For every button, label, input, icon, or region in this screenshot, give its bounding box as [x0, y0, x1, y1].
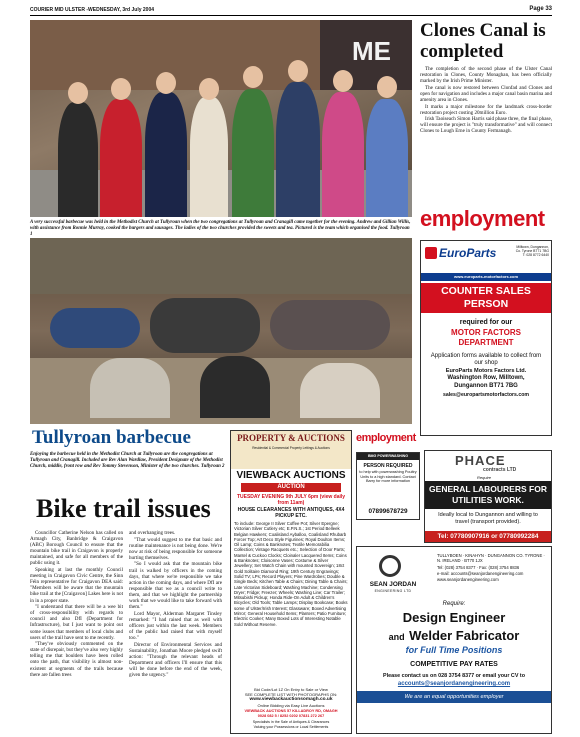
top-photo: [30, 20, 412, 217]
sean-and: and: [388, 632, 405, 642]
bike-paragraph: Speaking at last the monthly Council meeting in Craigavon Civic Centre, the Sinn Féin representative for Craigavon DEA said: "Members will be aware that the mountain bike trail at the [Craigavon] Lakes here is not in in a proper state.: [30, 567, 123, 604]
viewback-date: TUESDAY EVENING 9th JULY 6pm (view daily from 11am): [236, 494, 346, 506]
europarts-ad: [420, 240, 552, 436]
bike-paragraph: "That would suggest to me that basic and routine maintenance is not being done. We're now at risk of being responsible for someone hurting themselves.: [129, 536, 222, 561]
viewback-phone: 0028 082 5 / 8252 0202 07831 272 267: [257, 714, 325, 718]
europarts-department: MOTOR FACTORS DEPARTMENT: [451, 328, 521, 347]
powerwashing-ad: [356, 430, 420, 520]
sean-web[interactable]: www.seanjordanengineering.com: [437, 577, 499, 582]
bike-column-1: [30, 530, 123, 678]
sean-title-2: Welder Fabricator: [409, 628, 520, 643]
europarts-company: EuroParts Motors Factors Ltd.: [445, 368, 527, 374]
viewback-title: VIEWBACK AUCTIONS: [236, 470, 346, 481]
sean-tel: Tel: (028) 3754 8377 · Fax: (028) 3754 8836: [437, 565, 520, 570]
sean-email[interactable]: e-mail: accounts@seanjordanengineering.com: [437, 571, 524, 576]
sean-contact: Please contact us on 028 3754 8377 or email your CV to: [382, 673, 526, 679]
bike-title: Bike trail issues: [36, 494, 211, 523]
phace-require: Require: [477, 475, 492, 480]
bike-paragraph: "They've obviously commented on the state of disrepair, but they've also very highly telling me that boulders have been rolled onto the path, that visibility is almost non-existent at segments of the trails because there are fallen trees: [30, 641, 123, 678]
powerwashing-title: PERSON REQUIRED: [363, 463, 413, 469]
tullyroan-caption: Enjoying the barbecue held in the Methodist Church at Tullyroan are the congregations at Tullyroan and Cranagill. Included are Rev Alan Wardlaw, President Designate of the Methodist Church, middle, front row and Rev Tommy Stevenson, Minister of the two churches. Tullyroan 2: [30, 452, 225, 469]
viewback-subtitle: HOUSE CLEARANCES WITH ANTIQUES, 4X4 PICKUP ETC.: [237, 507, 345, 519]
phace-logo: PHACE: [455, 453, 506, 468]
clones-title: Clones Canal is completed: [420, 20, 546, 62]
top-photo-caption: A very successful barbecue was held in the Methodist Church at Tullyroan when the two congregations at Tullyroan and Cranagill came together for the evening. Andrew and Gillian Willis, with assistance from Ronnie Murray, cooked the burgers and sausages. The ladies of the two churches provided the sweets and tea. Pictured is the team which organised the food. Tullyroan 1: [30, 220, 411, 237]
europarts-body: Application forms available to collect from our shop: [430, 353, 542, 367]
europarts-street: Washington Row, Milltown,: [447, 375, 525, 381]
europarts-banner: COUNTER SALES PERSON: [421, 283, 551, 313]
clones-paragraph: It marks a major milestone for the landmark cross-border restoration project costing 20million Euro.: [420, 103, 552, 116]
sign-lettering: ME: [352, 36, 391, 66]
viewback-ad: [230, 430, 352, 734]
sean-logo-sub: ENGINEERING LTD: [374, 589, 412, 593]
phace-banner: GENERAL LABOURERS FOR UTILITIES WORK.: [425, 481, 551, 509]
viewback-footer-1: Specialists in the Sale of Antiques & Clearances: [252, 720, 330, 724]
bike-paragraph: Councillor Catherine Nelson has called on Armagh City, Banbridge & Craigavon (ABC) Borough Council to ensure that the mountain bike trail in Craigavon is properly maintained, and safe for all members of the public using it.: [30, 530, 123, 567]
powerwashing-phone: 07899678729: [368, 508, 408, 515]
europarts-website[interactable]: www.europarts-motorfactors.com: [421, 273, 551, 281]
europarts-logo: EuroParts: [439, 246, 497, 260]
bike-column-2: [129, 530, 222, 679]
viewback-ribbon: AUCTION: [241, 483, 341, 492]
sean-title-2-row: [357, 627, 551, 645]
powerwashing-heading: employment: [356, 432, 416, 444]
viewback-footer-2: Valuing your Possessions or Local Settlements: [253, 725, 329, 729]
europarts-address: Milltown, Dungannon, Co. Tyrone BT71 7BG T: 028 8772 6440: [515, 245, 549, 258]
viewback-top-sub: Residential & Commercial Property Lettings & Auctions: [252, 446, 330, 450]
sean-contact-email[interactable]: accounts@seanjordanengineering.com: [397, 681, 511, 687]
viewback-online: Online Bidding via Easy Live Auctions: [257, 703, 325, 708]
bike-paragraph: and overhanging trees.: [129, 530, 176, 536]
phace-phone: Tel: 07780907916 or 07780992284: [425, 531, 551, 542]
header-page-number: Page 33: [529, 6, 552, 12]
sean-jordan-ad: [356, 546, 552, 734]
clones-paragraph: Irish Taoiseach Simon Harris said phase three, the final phase, will ensure the project is "truly transformative" and will connect Clones to Lough Erne in County Fermanagh.: [420, 116, 552, 135]
viewback-photos: SEE COMPLETE LIST WITH PHOTOGRAPHS ON:: [244, 692, 338, 697]
clones-body: [420, 66, 552, 135]
powerwashing-bar: BMG POWERWASHING: [357, 453, 419, 460]
viewback-top-title: PROPERTY & AUCTIONS: [237, 433, 345, 443]
bike-paragraph: Director of Environmental Services and Sustainability, Jonathan Moore pledged swift action: "Through the relevant heads of Department and officers I'll ensure that this will be done before the end of the week, given the urgency.": [129, 641, 222, 679]
clones-paragraph: The canal is now restored between Clonfad and Clones and open for navigation and includes a major canal basin marina and amenity area in Clones.: [420, 84, 552, 103]
bike-paragraph: Lord Mayor, Alderman Margaret Tinsley remarked: "I had raised that as well with officers just within the last week. Members of the public had raised that with myself too.": [129, 610, 222, 642]
sean-subtitle: for Full Time Positions: [405, 645, 503, 655]
clones-paragraph: The completion of the second phase of the Ulster Canal restoration in Clones, County Monaghan, has been officially marked by the Irish Prime Minister.: [420, 66, 552, 85]
sean-equal: We are an equal opportunities employer: [357, 691, 551, 703]
tullyroan-title: Tullyroan barbecue: [32, 427, 191, 448]
gear-logo-icon: [379, 555, 401, 577]
viewback-site[interactable]: www.viewbackauctionsomagh.co.uk: [249, 697, 333, 702]
phace-sub: contracts LTD: [483, 467, 517, 473]
bike-paragraph: "So I would ask that the mountain bike trail is walked by officers in the coming days, that where we're responsible we take action in the coming days, and where DfI are responsible that we as a council write to them, and that we highlight the partnership work that we would like to take forward with them.": [129, 561, 222, 611]
clones-article: [420, 20, 552, 210]
sean-require: Require:: [442, 601, 466, 607]
viewback-list: To include: George II Silver Coffee Pot; Silver Epergne; Victorian Silver Cutlery etc; E.P.N.S.; 1st Period Belleek Belgian Hawkers; Coalisland Ayballoo, Coalisland Rhubarb Forcer Top; Art Deco Style Figurines; Royal Doulton Items; Oil Lamp; Coins & Banknotes; Textile Memorabilia Collection; Vintage Racquets etc.; Selection of Door Parts; Mantel & Cuckoo Clocks; Cloinaler Lacquered Items; Coins & Banknotes; Cloisonne Vases; Costume & Silver Jewellery; Set Watch Chain with mounted Sovereign; 18ct Gold Solitaire Diamond Ring; 19th Century Engravings; Solid TV; LPs; Record Players; Pine Wardrobes; Double & Single Beds; Kitchen Table & Chairs; Dining Table & Chairs; Late Victorian Sideboard; Washing Machine; Condensing Dryer; Fridge; Freezer; Wheels; Washing Line; Car Trailer; Mitsubishi Pickup; Honda Ride-On Adult & Children's Bicycles; Old Tools; Table Lamps; Display Bookcase; Books some of Ulster/Irish Interest; Glassware; Boxed Advertising Mirror; General Household Items; Planters; Patio Furniture; Electric Cooker; Many Boxed Lots of Interesting Notable Sold Without Reserve.: [234, 521, 348, 627]
phace-ad: [424, 450, 552, 543]
header-publication: COURIER MID ULSTER -WEDNESDAY, 3rd July 2004: [30, 7, 155, 13]
europarts-required: required for our: [459, 319, 513, 326]
viewback-bid: Bid Code/Lot 1Z On Entry to Sale or View: [254, 687, 328, 692]
sean-pay: COMPETITIVE PAY RATES: [410, 661, 498, 668]
viewback-address: VIEWBACK AUCTIONS 57 KILLADROY RD, OMAGH: [244, 709, 338, 713]
congregation-photo: [30, 238, 412, 424]
europarts-email[interactable]: sales@europartsmotorfactors.com: [442, 392, 530, 398]
sean-title-1: Design Engineer: [402, 610, 506, 625]
europarts-town: Dungannon BT71 7BG: [454, 383, 518, 389]
employment-heading: employment: [420, 206, 545, 231]
sean-logo: SEAN JORDAN: [369, 581, 417, 588]
phace-body: Ideally local to Dungannon and willing to travel (transport provided).: [438, 512, 538, 525]
page-header: [30, 6, 552, 16]
sean-address: TULLYBOEN · KINAHYN · DUNGANNON CO. TYRONE · N. IRELAND · BT70 1JX: [437, 553, 545, 564]
bike-paragraph: "I understand that there will be a wee bit of cross-responsibility with regards to council and also DfI (Department for Infrastructure), but I just want to point out some issues that members of local clubs and users of the trail have sent to me recently.: [30, 604, 123, 641]
powerwashing-body: to help with powerwashing Poultry Units to a high standard. Contact Barry for more information: [359, 470, 417, 484]
